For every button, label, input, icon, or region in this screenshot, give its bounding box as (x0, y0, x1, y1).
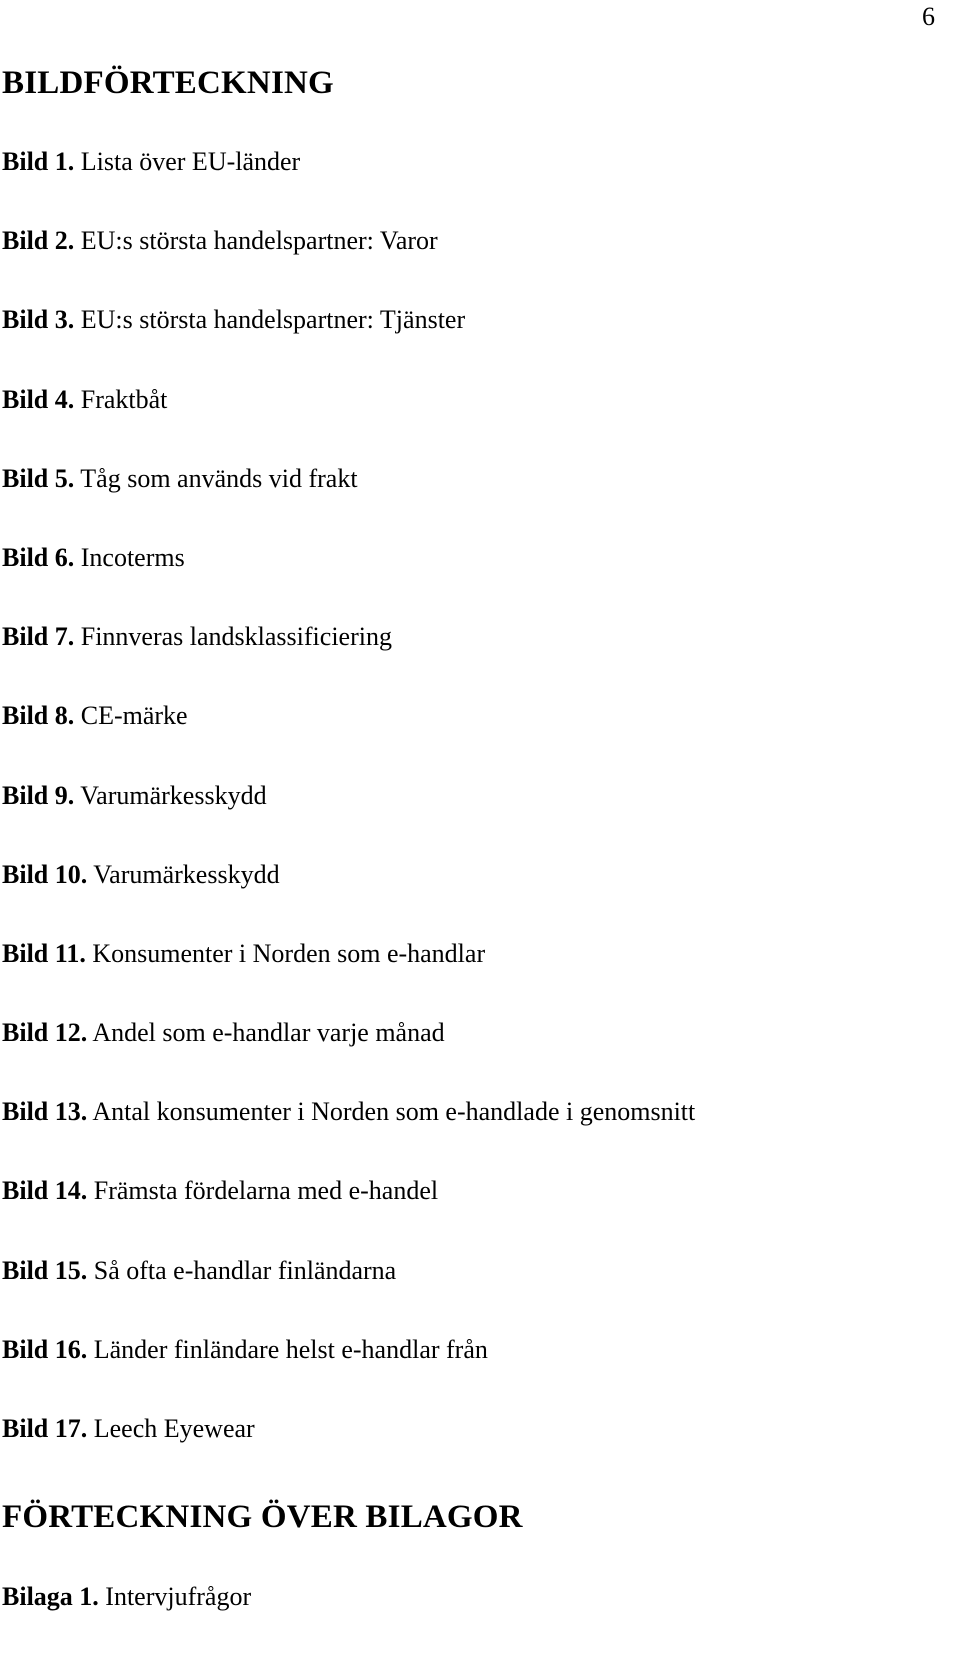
figure-title: Fraktbåt (80, 384, 168, 414)
figure-entry (2, 622, 695, 652)
figure-label: Bild 14. (2, 1176, 88, 1206)
figure-title: Finnveras landsklassificiering (80, 622, 392, 652)
figure-entry (2, 464, 695, 494)
figure-title: Konsumenter i Norden som e-handlar (92, 938, 486, 968)
figure-label: Bild 9. (2, 780, 75, 810)
figure-title: Incoterms (80, 542, 185, 572)
figure-list (2, 147, 695, 1493)
figure-label: Bild 15. (2, 1255, 88, 1285)
figure-label: Bild 13. (2, 1097, 88, 1127)
figure-label: Bild 1. (2, 147, 75, 176)
figure-title: Antal konsumenter i Norden som e-handlade i genomsnitt (92, 1097, 696, 1127)
figure-entry (2, 1097, 695, 1127)
figure-title: Leech Eyewear (93, 1414, 255, 1443)
appendix-title: Intervjufrågor (105, 1582, 252, 1611)
figure-title: Tåg som används vid frakt (80, 463, 358, 493)
figure-title: Främsta fördelarna med e-handel (93, 1176, 439, 1206)
figure-label: Bild 3. (2, 305, 75, 335)
figure-title: Varumärkesskydd (93, 859, 280, 889)
figure-title: EU:s största handelspartner: Varor (80, 226, 438, 256)
figure-title: Andel som e-handlar varje månad (92, 1018, 445, 1048)
figure-entry (2, 1018, 695, 1048)
figure-label: Bild 17. (2, 1414, 88, 1443)
figure-title: EU:s största handelspartner: Tjänster (80, 305, 466, 335)
figure-entry (2, 1176, 695, 1206)
figure-title: Så ofta e-handlar finländarna (93, 1255, 397, 1285)
figure-label: Bild 12. (2, 1018, 88, 1048)
figure-label: Bild 5. (2, 463, 75, 493)
figure-label: Bild 2. (2, 226, 75, 256)
appendix-label: Bilaga 1. (2, 1582, 99, 1611)
figure-label: Bild 6. (2, 542, 75, 572)
appendices-heading: FÖRTECKNING ÖVER BILAGOR (2, 1499, 523, 1535)
figure-entry (2, 701, 695, 731)
figure-entry (2, 305, 695, 335)
figure-entry (2, 1256, 695, 1286)
figure-title: CE-märke (80, 701, 188, 731)
figure-label: Bild 8. (2, 701, 75, 731)
figure-entry (2, 1414, 695, 1444)
appendix-entry (2, 1582, 251, 1612)
figure-title: Länder finländare helst e-handlar från (93, 1334, 488, 1364)
figure-title: Lista över EU-länder (80, 147, 301, 176)
figure-entry (2, 939, 695, 969)
figure-label: Bild 16. (2, 1334, 88, 1364)
figure-entry (2, 147, 695, 177)
figure-entry (2, 385, 695, 415)
figures-heading: BILDFÖRTECKNING (2, 65, 334, 101)
figure-entry (2, 781, 695, 811)
figure-entry (2, 860, 695, 890)
figure-label: Bild 10. (2, 859, 88, 889)
figure-label: Bild 7. (2, 622, 75, 652)
figure-entry (2, 543, 695, 573)
figure-label: Bild 4. (2, 384, 75, 414)
figure-label: Bild 11. (2, 938, 86, 968)
figure-entry (2, 226, 695, 256)
figure-title: Varumärkesskydd (80, 780, 267, 810)
page-number: 6 (922, 2, 935, 31)
appendix-list (2, 1582, 251, 1661)
figure-entry (2, 1335, 695, 1365)
